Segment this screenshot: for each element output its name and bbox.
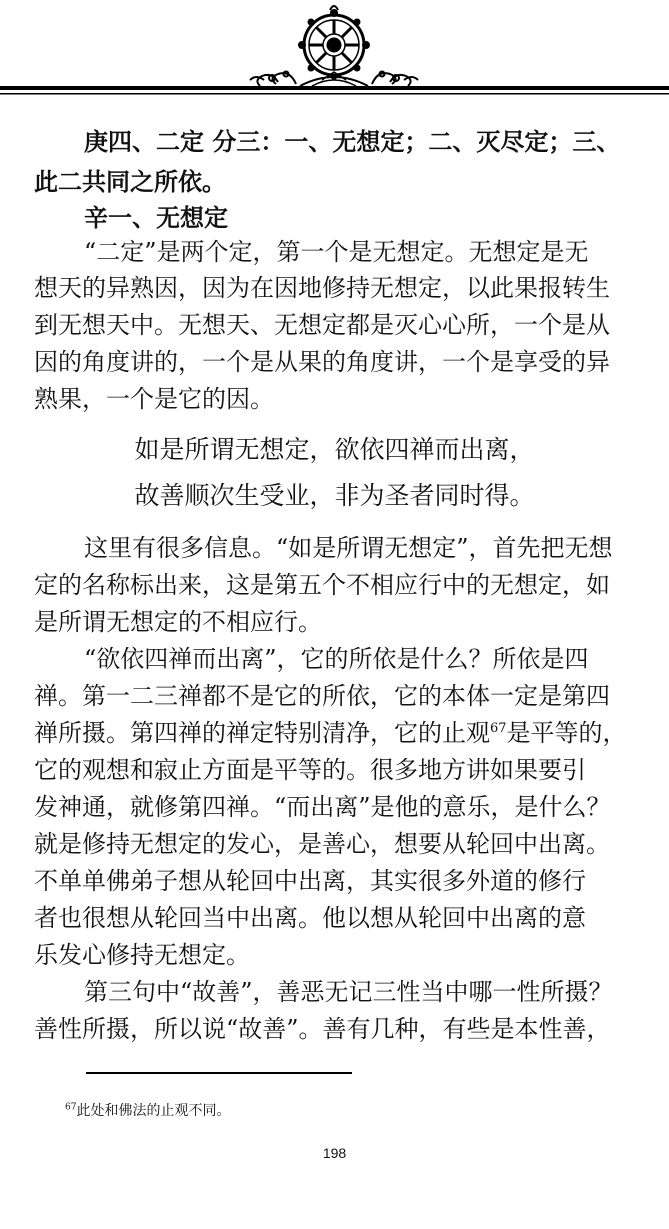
paragraph-3-line: 发神通，就修第四禅。“而出离”是他的意乐，是什么？ [34,793,611,821]
footnote-text: 此处和佛法的止观不同。 [76,1103,231,1119]
paragraph-2-line: 这里有很多信息。“如是所谓无想定”，首先把无想 [84,534,613,562]
verse-line: 故善顺次生受业，非为圣者同时得。 [134,481,535,510]
paragraph-4-line: 第三句中“故善”，善恶无记三性当中哪一性所摄？ [84,978,613,1006]
section-heading: 庚四、二定 分三：一、无想定；二、灭尽定；三、 [84,127,621,156]
header-ornament [0,0,669,100]
paragraph-3-line: 不单单佛弟子想从轮回中出离，其实很多外道的修行 [34,867,586,895]
paragraph-3-text: 是平等的， [506,719,627,747]
paragraph-2-line: 定的名称标出来，这是第五个不相应行中的无想定，如 [34,571,610,599]
verse-line: 如是所谓无想定，欲依四禅而出离， [134,435,535,464]
paragraph-1-line: “二定”是两个定，第一个是无想定。无想定是无 [84,238,589,266]
paragraph-3-line: 禅。第一二三禅都不是它的所依，它的本体一定是第四 [34,682,610,710]
paragraph-1-line: 因的角度讲的，一个是从果的角度讲，一个是享受的异 [34,348,610,376]
paragraph-3-text: 禅所摄。第四禅的禅定特别清净，它的止观 [34,719,490,747]
paragraph-1-line: 想天的异熟因，因为在因地修持无想定，以此果报转生 [34,274,610,302]
section-heading-cont: 此二共同之所依。 [34,167,226,196]
dharma-wheel-icon [250,6,418,86]
footnote-divider [86,1072,352,1074]
page-number: 198 [322,1145,347,1161]
footnote [65,1100,230,1120]
footnote-number: 67 [65,1102,77,1113]
subsection-heading: 辛一、无想定 [84,203,228,232]
paragraph-3-line: 者也很想从轮回当中出离。他以想从轮回中出离的意 [34,904,586,932]
paragraph-2-line: 是所谓无想定的不相应行。 [34,608,322,636]
paragraph-3-line: 就是修持无想定的发心，是善心，想要从轮回中出离。 [34,830,610,858]
paragraph-1-line: 熟果，一个是它的因。 [34,385,274,413]
paragraph-3-line: 乐发心修持无想定。 [34,941,250,969]
paragraph-3-line: 它的观想和寂止方面是平等的。很多地方讲如果要引 [34,756,586,784]
paragraph-3-line: “欲依四禅而出离”，它的所依是什么？所依是四 [84,645,589,673]
paragraph-3-line [34,717,627,749]
footnote-reference[interactable]: 67 [490,721,507,736]
paragraph-1-line: 到无想天中。无想天、无想定都是灭心心所，一个是从 [34,311,610,339]
paragraph-4-line: 善性所摄，所以说“故善”。善有几种，有些是本性善， [34,1015,611,1043]
